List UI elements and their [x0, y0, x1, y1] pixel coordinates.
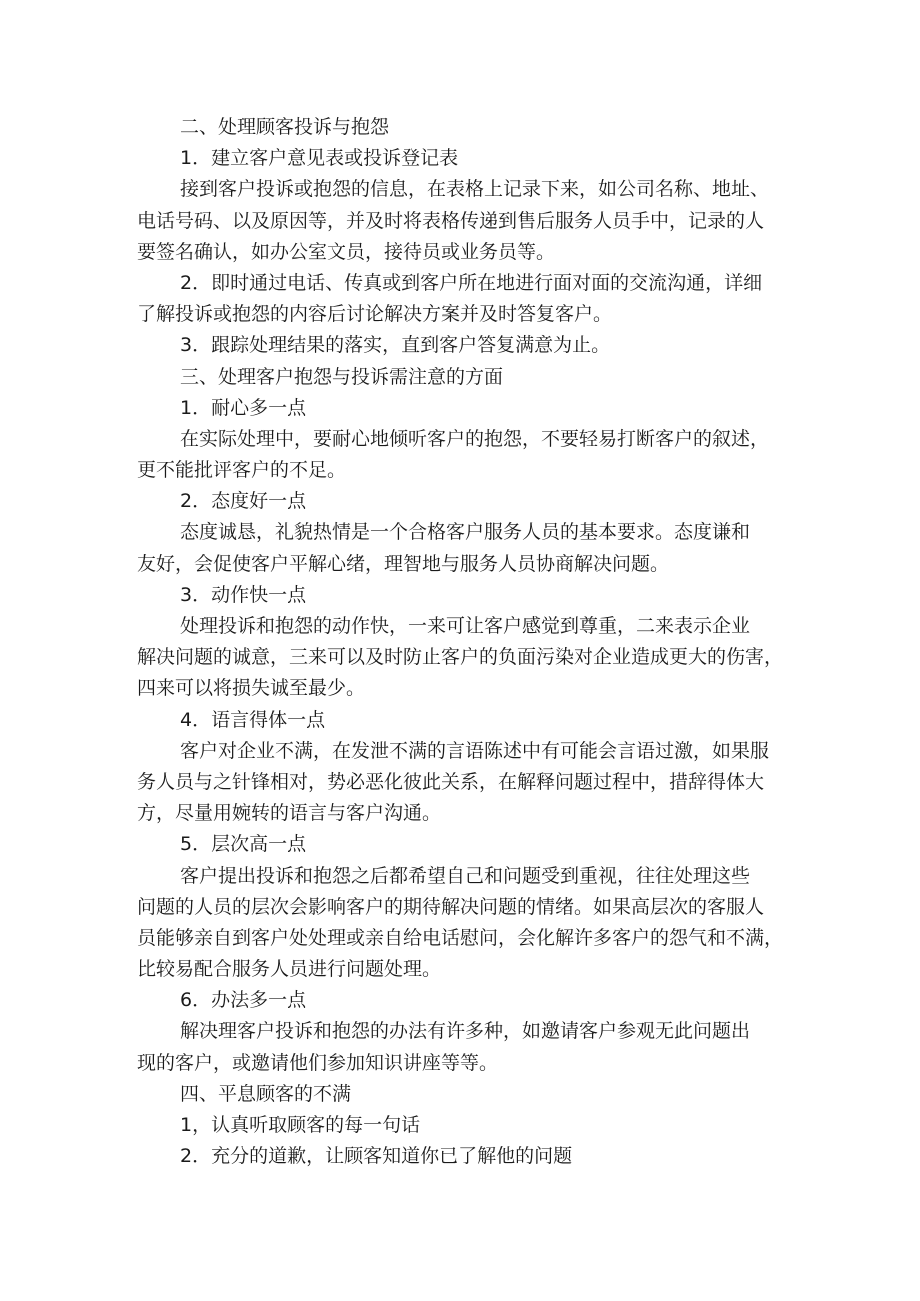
text-line: 务人员与之针锋相对，势必恶化彼此关系，在解释问题过程中，措辞得体大: [137, 770, 765, 793]
text-line: 3．动作快一点: [180, 583, 307, 606]
text-line: 4．语言得体一点: [180, 708, 326, 731]
text-line: 接到客户投诉或抱怨的信息，在表格上记录下来，如公司名称、地址、: [180, 178, 770, 201]
text-line: 6．办法多一点: [180, 989, 307, 1012]
text-line: 客户对企业不满，在发泄不满的言语陈述中有可能会言语过激，如果服: [180, 739, 770, 762]
text-line: 1，认真听取顾客的每一句话: [180, 1114, 421, 1136]
document-body: [137, 112, 797, 1172]
text-line: 现的客户，或邀请他们参加知识讲座等等。: [137, 1051, 499, 1074]
text-line: 2．态度好一点: [180, 490, 307, 513]
text-line: 态度诚恳，礼貌热情是一个合格客户服务人员的基本要求。态度谦和: [180, 521, 751, 544]
text-line: 了解投诉或抱怨的内容后讨论解决方案并及时答复客户。: [137, 303, 613, 326]
text-line: 二、处理顾客投诉与抱怨: [180, 116, 390, 138]
text-line: 比较易配合服务人员进行问题处理。: [137, 958, 442, 981]
text-line: 2．即时通过电话、传真或到客户所在地进行面对面的交流沟通，详细: [180, 271, 763, 294]
text-line: 5．层次高一点: [180, 833, 307, 856]
text-line: 电话号码、以及原因等，并及时将表格传递到售后服务人员手中，记录的人: [137, 209, 765, 232]
text-line: 更不能批评客户的不足。: [137, 459, 347, 482]
text-line: 2．充分的道歉，让顾客知道你已了解他的问题: [180, 1145, 573, 1168]
text-line: 要签名确认，如办公室文员，接待员或业务员等。: [137, 240, 556, 263]
text-line: 1．耐心多一点: [180, 396, 307, 419]
text-line: 方，尽量用婉转的语言与客户沟通。: [137, 802, 442, 825]
text-line: 员能够亲自到客户处处理或亲自给电话慰问，会化解许多客户的怨气和不满，: [137, 926, 784, 949]
text-line: 处理投诉和抱怨的动作快，一来可让客户感觉到尊重，二来表示企业: [180, 615, 751, 637]
text-line: 三、处理客户抱怨与投诉需注意的方面: [180, 365, 504, 388]
text-line: 解决理客户投诉和抱怨的办法有许多种，如邀请客户参观无此问题出: [180, 1020, 751, 1043]
text-line: 1．建立客户意见表或投诉登记表: [180, 147, 459, 170]
text-line: 问题的人员的层次会影响客户的期待解决问题的情绪。如果高层次的客服人: [137, 895, 765, 918]
text-line: 3．跟踪处理结果的落实，直到客户答复满意为止。: [180, 334, 611, 357]
text-line: 在实际处理中，要耐心地倾听客户的抱怨，不要轻易打断客户的叙述，: [180, 427, 770, 450]
text-line: 解决问题的诚意，三来可以及时防止客户的负面污染对企业造成更大的伤害，: [137, 646, 784, 669]
text-line: 友好，会促使客户平解心绪，理智地与服务人员协商解决问题。: [137, 552, 670, 575]
text-line: 客户提出投诉和抱怨之后都希望自己和问题受到重视，往往处理这些: [180, 864, 751, 887]
text-line: 四、平息顾客的不满: [180, 1082, 352, 1105]
text-line: 四来可以将损失诚至最少。: [137, 677, 366, 700]
